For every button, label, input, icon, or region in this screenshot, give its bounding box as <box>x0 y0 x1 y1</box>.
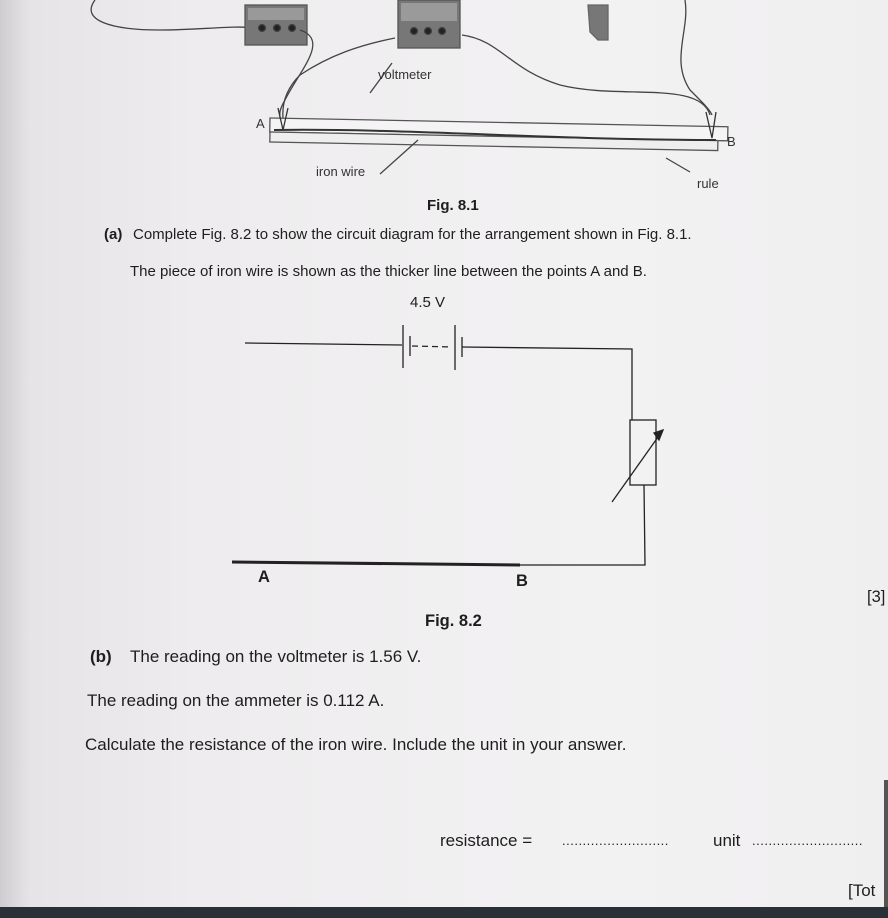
fig-8-2-circuit <box>232 325 663 565</box>
fig-8-1-caption: Fig. 8.1 <box>427 197 479 214</box>
iron-wire-ab <box>232 562 520 565</box>
point-b-label: B <box>516 572 528 590</box>
cell-left <box>403 325 410 368</box>
dashed-link <box>412 346 452 347</box>
wire-top-left <box>245 343 402 345</box>
label-voltmeter: voltmeter <box>378 67 432 82</box>
ammeter-reading: The reading on the ammeter is 0.112 A. <box>87 691 385 710</box>
desk-strip <box>0 907 888 918</box>
wire-right-down <box>520 485 645 565</box>
wire-top-right <box>462 347 632 420</box>
label-b-fig1: B <box>727 134 736 149</box>
part-a-marker: (a) <box>104 226 123 243</box>
question: Calculate the resistance of the iron wire. Include the unit in your answer. <box>85 735 627 754</box>
resistance-label: resistance = <box>440 831 533 850</box>
label-rule: rule <box>697 176 719 191</box>
unit-answer-field[interactable]: ........................... <box>752 833 864 848</box>
fig-8-2-caption: Fig. 8.2 <box>425 612 482 630</box>
label-a-fig1: A <box>256 116 265 131</box>
resistance-answer-field[interactable]: .......................... <box>562 833 669 848</box>
variable-resistor-arrow <box>612 430 663 502</box>
battery-label: 4.5 V <box>410 294 446 311</box>
marks-a: [3] <box>867 588 886 606</box>
page-edge <box>884 780 888 908</box>
voltmeter-reading: The reading on the voltmeter is 1.56 V. <box>130 647 422 666</box>
unit-label: unit <box>713 831 741 850</box>
total-marks: [Tot <box>848 881 876 900</box>
part-b-marker: (b) <box>90 647 112 666</box>
point-a-label: A <box>258 568 270 586</box>
variable-resistor <box>630 420 656 485</box>
cell-right <box>455 325 462 370</box>
fig-8-1-apparatus <box>91 0 728 174</box>
part-a-note: The piece of iron wire is shown as the thicker line between the points A and B. <box>130 263 647 280</box>
part-a-instruction: Complete Fig. 8.2 to show the circuit diagram for the arrangement shown in Fig. 8.1. <box>133 226 692 243</box>
label-iron-wire: iron wire <box>316 164 366 179</box>
